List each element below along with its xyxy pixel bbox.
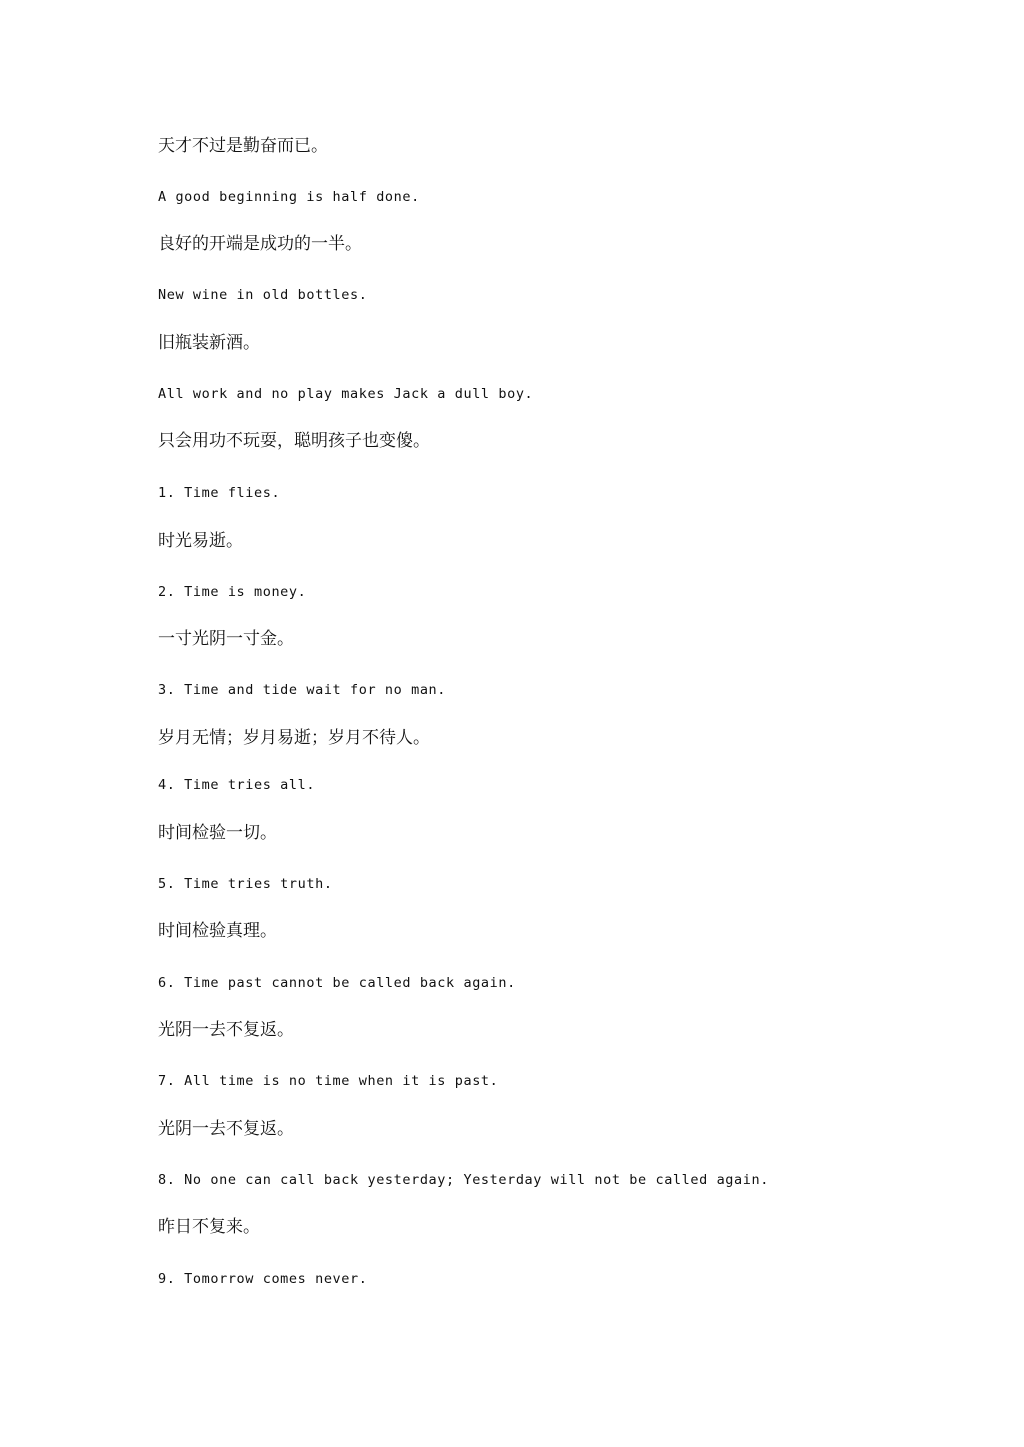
text-line: 天才不过是勤奋而已。 bbox=[158, 136, 328, 156]
text-line: 9. Tomorrow comes never. bbox=[158, 1271, 368, 1287]
text-line: 6. Time past cannot be called back again. bbox=[158, 975, 516, 991]
text-line: New wine in old bottles. bbox=[158, 287, 368, 303]
text-line: A good beginning is half done. bbox=[158, 189, 420, 205]
text-line: 旧瓶装新酒。 bbox=[158, 333, 260, 353]
text-line: 岁月无情；岁月易逝；岁月不待人。 bbox=[158, 728, 430, 748]
text-line: 8. No one can call back yesterday; Yesterday will not be called again. bbox=[158, 1172, 769, 1188]
text-line: 昨日不复来。 bbox=[158, 1217, 260, 1237]
text-line: 1. Time flies. bbox=[158, 485, 281, 501]
text-line: 3. Time and tide wait for no man. bbox=[158, 682, 447, 698]
text-line: 4. Time tries all. bbox=[158, 777, 316, 793]
text-line: 只会用功不玩耍，聪明孩子也变傻。 bbox=[158, 431, 430, 451]
text-line: All work and no play makes Jack a dull boy. bbox=[158, 386, 534, 402]
text-line: 5. Time tries truth. bbox=[158, 876, 333, 892]
text-line: 7. All time is no time when it is past. bbox=[158, 1073, 499, 1089]
text-line: 光阴一去不复返。 bbox=[158, 1119, 294, 1139]
text-line: 时光易逝。 bbox=[158, 531, 243, 551]
text-line: 一寸光阴一寸金。 bbox=[158, 629, 294, 649]
text-line: 光阴一去不复返。 bbox=[158, 1020, 294, 1040]
text-line: 时间检验真理。 bbox=[158, 921, 277, 941]
text-line: 良好的开端是成功的一半。 bbox=[158, 234, 362, 254]
text-line: 2. Time is money. bbox=[158, 584, 307, 600]
text-line: 时间检验一切。 bbox=[158, 823, 277, 843]
